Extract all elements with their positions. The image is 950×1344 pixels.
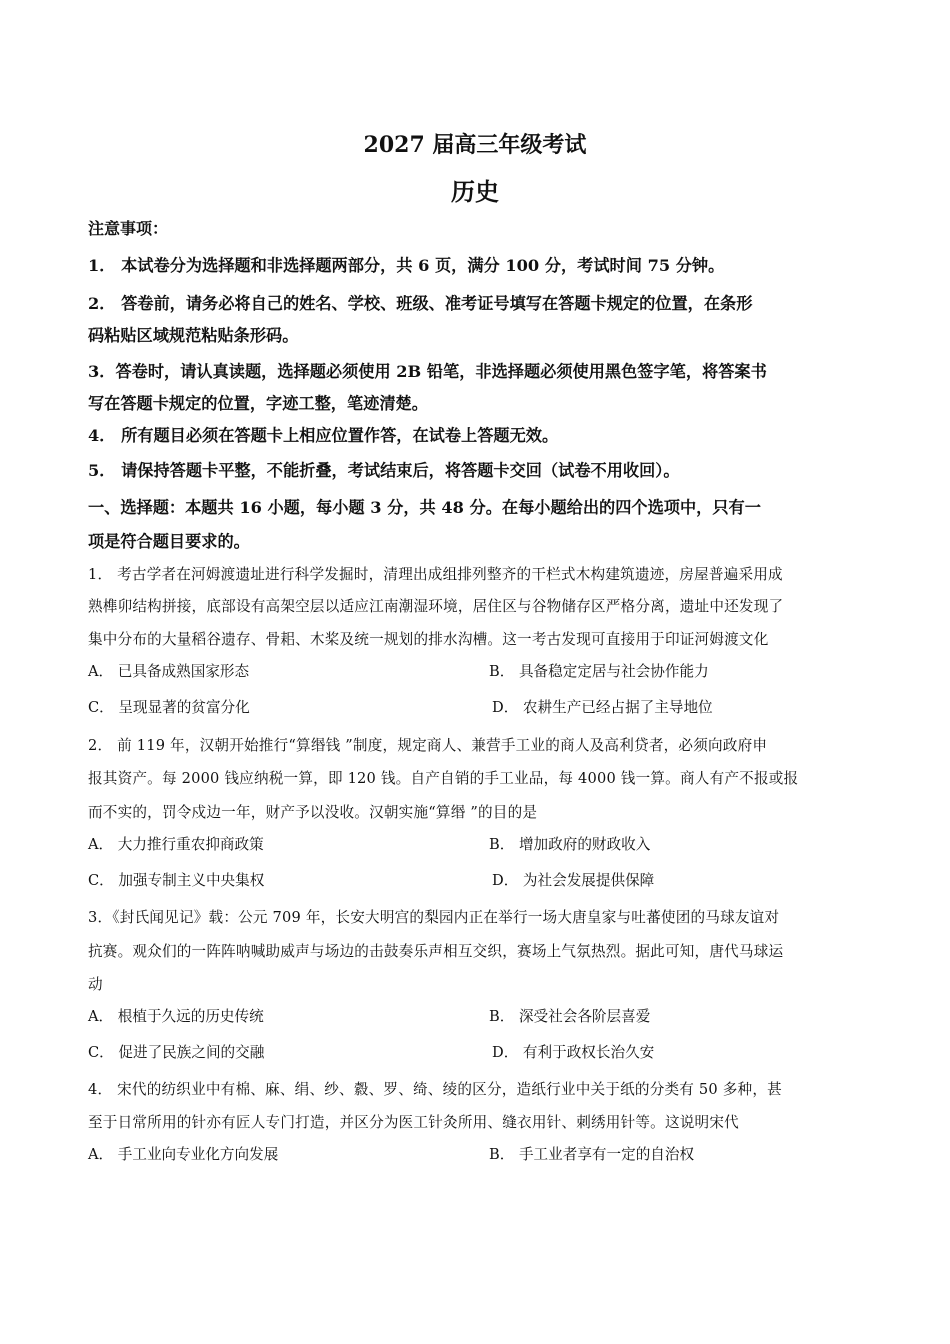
option-d: D． 为社会发展提供保障 [492, 872, 655, 889]
notice-line: 1． 本试卷分为选择题和非选择题两部分，共 6 页，满分 100 分，考试时间 75 分钟。 [88, 256, 725, 275]
option-d: D． 农耕生产已经占据了主导地位 [492, 699, 713, 716]
question-stem: 3．《封氏闻见记》载：公元 709 年，长安大明宫的梨园内正在举行一场大唐皇家与吐蕃使团的马球友谊对 [88, 909, 780, 926]
notice-line: 写在答题卡规定的位置，字迹工整，笔迹清楚。 [88, 394, 428, 413]
option-c: C． 加强专制主义中央集权 [88, 872, 265, 889]
notice-line: 2． 答卷前，请务必将自己的姓名、学校、班级、准考证号填写在答题卡规定的位置，在条形 [88, 294, 753, 313]
option-a: A． 大力推行重农抑商政策 [88, 836, 264, 853]
question-stem: 熟榫卯结构拼接，底部设有高架空层以适应江南潮湿环境，居住区与谷物储存区严格分离，遗址中还发现了 [88, 598, 784, 615]
notice-line: 4． 所有题目必须在答题卡上相应位置作答，在试卷上答题无效。 [88, 426, 559, 445]
section-heading: 一、选择题：本题共 16 小题，每小题 3 分，共 48 分。在每小题给出的四个选项中，只有一 [88, 498, 761, 517]
notice-line: 5． 请保持答题卡平整，不能折叠，考试结束后，将答题卡交回（试卷不用收回）。 [88, 461, 680, 480]
option-b: B． 深受社会各阶层喜爱 [489, 1008, 651, 1025]
exam-title: 2027 届高三年级考试 [363, 132, 587, 158]
question-stem: 1． 考古学者在河姆渡遗址进行科学发掘时，清理出成组排列整齐的干栏式木构建筑遗迹，房屋普遍采用成 [88, 566, 783, 583]
question-stem: 动 [88, 976, 103, 993]
section-heading: 项是符合题目要求的。 [88, 532, 250, 551]
question-stem: 4． 宋代的纺织业中有棉、麻、绢、纱、縠、罗、绮、绫的区分，造纸行业中关于纸的分类有 50 多种，甚 [88, 1081, 782, 1098]
question-stem: 报其资产。每 2000 钱应纳税一算，即 120 钱。自产自销的手工业品，每 4000 钱一算。商人有产不报或报 [88, 770, 799, 787]
question-stem: 至于日常所用的针亦有匠人专门打造，并区分为医工针灸所用、缝衣用针、刺绣用针等。这说明宋代 [88, 1114, 739, 1131]
option-a: A． 已具备成熟国家形态 [88, 663, 250, 680]
option-b: B． 具备稳定定居与社会协作能力 [489, 663, 709, 680]
question-stem: 2． 前 119 年，汉朝开始推行“算缗钱 ”制度，规定商人、兼营手工业的商人及高利贷者，必须向政府申 [88, 737, 768, 754]
notice-line: 码粘贴区域规范粘贴条形码。 [88, 326, 299, 345]
subject-title: 历史 [451, 177, 499, 206]
notice-line: 3．答卷时，请认真读题，选择题必须使用 2B 铅笔，非选择题必须使用黑色签字笔，将答案书 [88, 362, 767, 381]
question-stem: 抗赛。观众们的一阵阵呐喊助威声与场边的击鼓奏乐声相互交织，赛场上气氛热烈。据此可知，唐代马球运 [88, 943, 784, 960]
option-c: C． 促进了民族之间的交融 [88, 1044, 265, 1061]
option-a: A． 根植于久远的历史传统 [88, 1008, 264, 1025]
option-d: D． 有利于政权长治久安 [492, 1044, 655, 1061]
notice-heading: 注意事项： [88, 219, 169, 238]
option-c: C． 呈现显著的贫富分化 [88, 699, 250, 716]
option-a: A． 手工业向专业化方向发展 [88, 1146, 279, 1163]
option-b: B． 增加政府的财政收入 [489, 836, 651, 853]
option-b: B． 手工业者享有一定的自治权 [489, 1146, 695, 1163]
question-stem: 集中分布的大量稻谷遗存、骨耜、木桨及统一规划的排水沟槽。这一考古发现可直接用于印证河姆渡文化 [88, 631, 769, 648]
question-stem: 而不实的，罚令戍边一年，财产予以没收。汉朝实施“算缗 ”的目的是 [88, 804, 538, 821]
